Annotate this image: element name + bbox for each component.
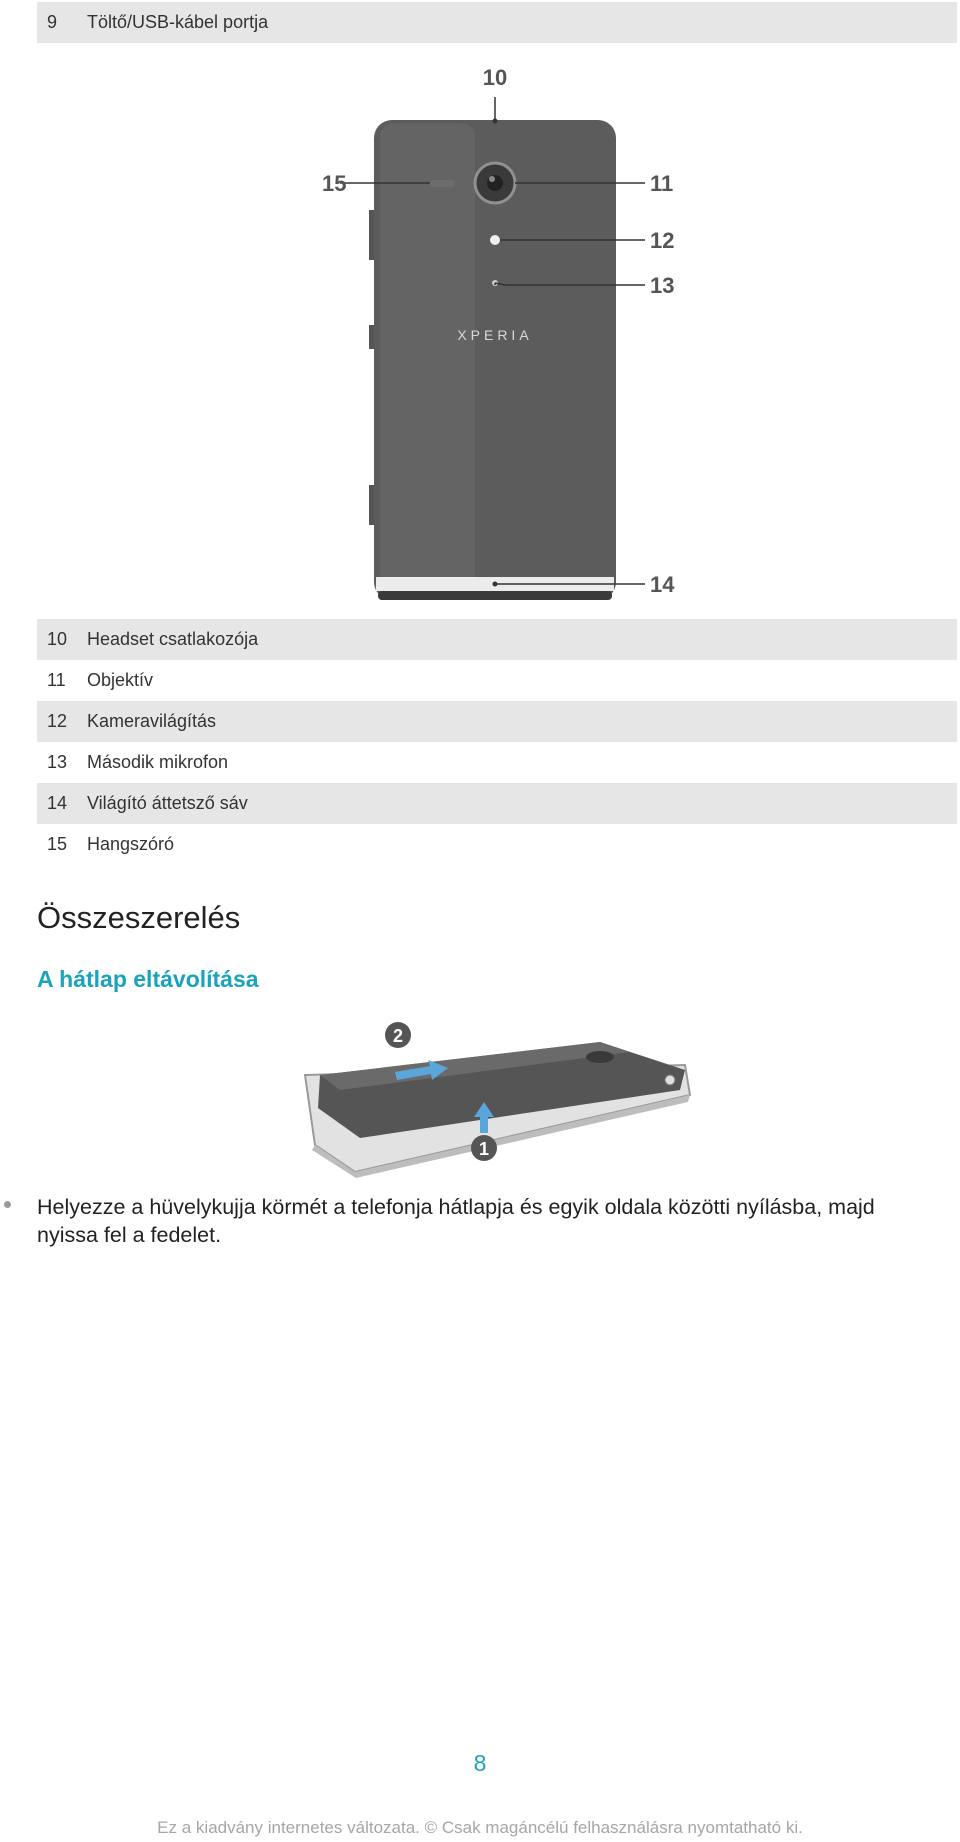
callout-2: 2 <box>392 1026 404 1046</box>
instruction-text: Helyezze a hüvelykujja körmét a telefonja hátlapja és egyik oldala közötti nyílásba, majd nyissa fel a fedelet. <box>37 1195 875 1247</box>
phone-back-diagram <box>300 55 700 610</box>
page-number: 8 <box>473 1750 487 1776</box>
item-number: 13 <box>47 752 68 772</box>
item-label: Világító áttetsző sáv <box>87 793 248 813</box>
lens-core <box>487 175 503 191</box>
item-number: 11 <box>47 670 66 690</box>
callout-dot-14 <box>493 582 498 587</box>
table-row <box>37 619 957 660</box>
callout-13: 13 <box>650 273 675 298</box>
callout-10: 10 <box>482 65 508 90</box>
item-label: Töltő/USB-kábel portja <box>87 12 269 32</box>
callout-15: 15 <box>322 171 347 196</box>
item-label: Headset csatlakozója <box>87 629 259 649</box>
callout-14: 14 <box>650 572 675 597</box>
phone-bottom <box>378 591 612 600</box>
section-title: Összeszerelés <box>37 900 241 935</box>
cover-removal-diagram <box>300 1020 700 1180</box>
bullet-icon <box>4 1201 11 1208</box>
footer-note: Ez a kiadvány internetes változata. © Csak magáncélú felhasználásra nyomtatható ki. <box>157 1818 803 1837</box>
camera-bump <box>586 1051 614 1063</box>
sub-title: A hátlap eltávolítása <box>37 966 259 992</box>
speaker-grille <box>430 180 454 187</box>
table-row <box>37 701 957 742</box>
callout-dot-10 <box>493 119 498 124</box>
item-number: 14 <box>47 793 68 813</box>
item-label: Hangszóró <box>87 834 175 854</box>
side-port <box>665 1075 675 1085</box>
callout-11: 11 <box>650 171 674 196</box>
camera-light <box>490 235 500 245</box>
item-number: 12 <box>47 711 68 731</box>
item-number: 9 <box>47 12 58 32</box>
body-highlight <box>380 123 475 593</box>
table-row <box>37 2 957 43</box>
item-number: 10 <box>47 629 68 649</box>
lens-glare <box>489 176 495 182</box>
table-row <box>37 824 957 865</box>
item-label: Kameravilágítás <box>87 711 217 731</box>
brand-logo: XPERIA <box>457 327 533 343</box>
table-row <box>37 783 957 824</box>
table-row <box>37 742 957 783</box>
item-number: 15 <box>47 834 68 854</box>
item-label: Objektív <box>87 670 154 690</box>
callout-12: 12 <box>650 228 675 253</box>
arrow-up-shaft <box>480 1115 488 1133</box>
callout-1: 1 <box>478 1139 490 1159</box>
item-label: Második mikrofon <box>87 752 229 772</box>
table-row <box>37 660 957 701</box>
